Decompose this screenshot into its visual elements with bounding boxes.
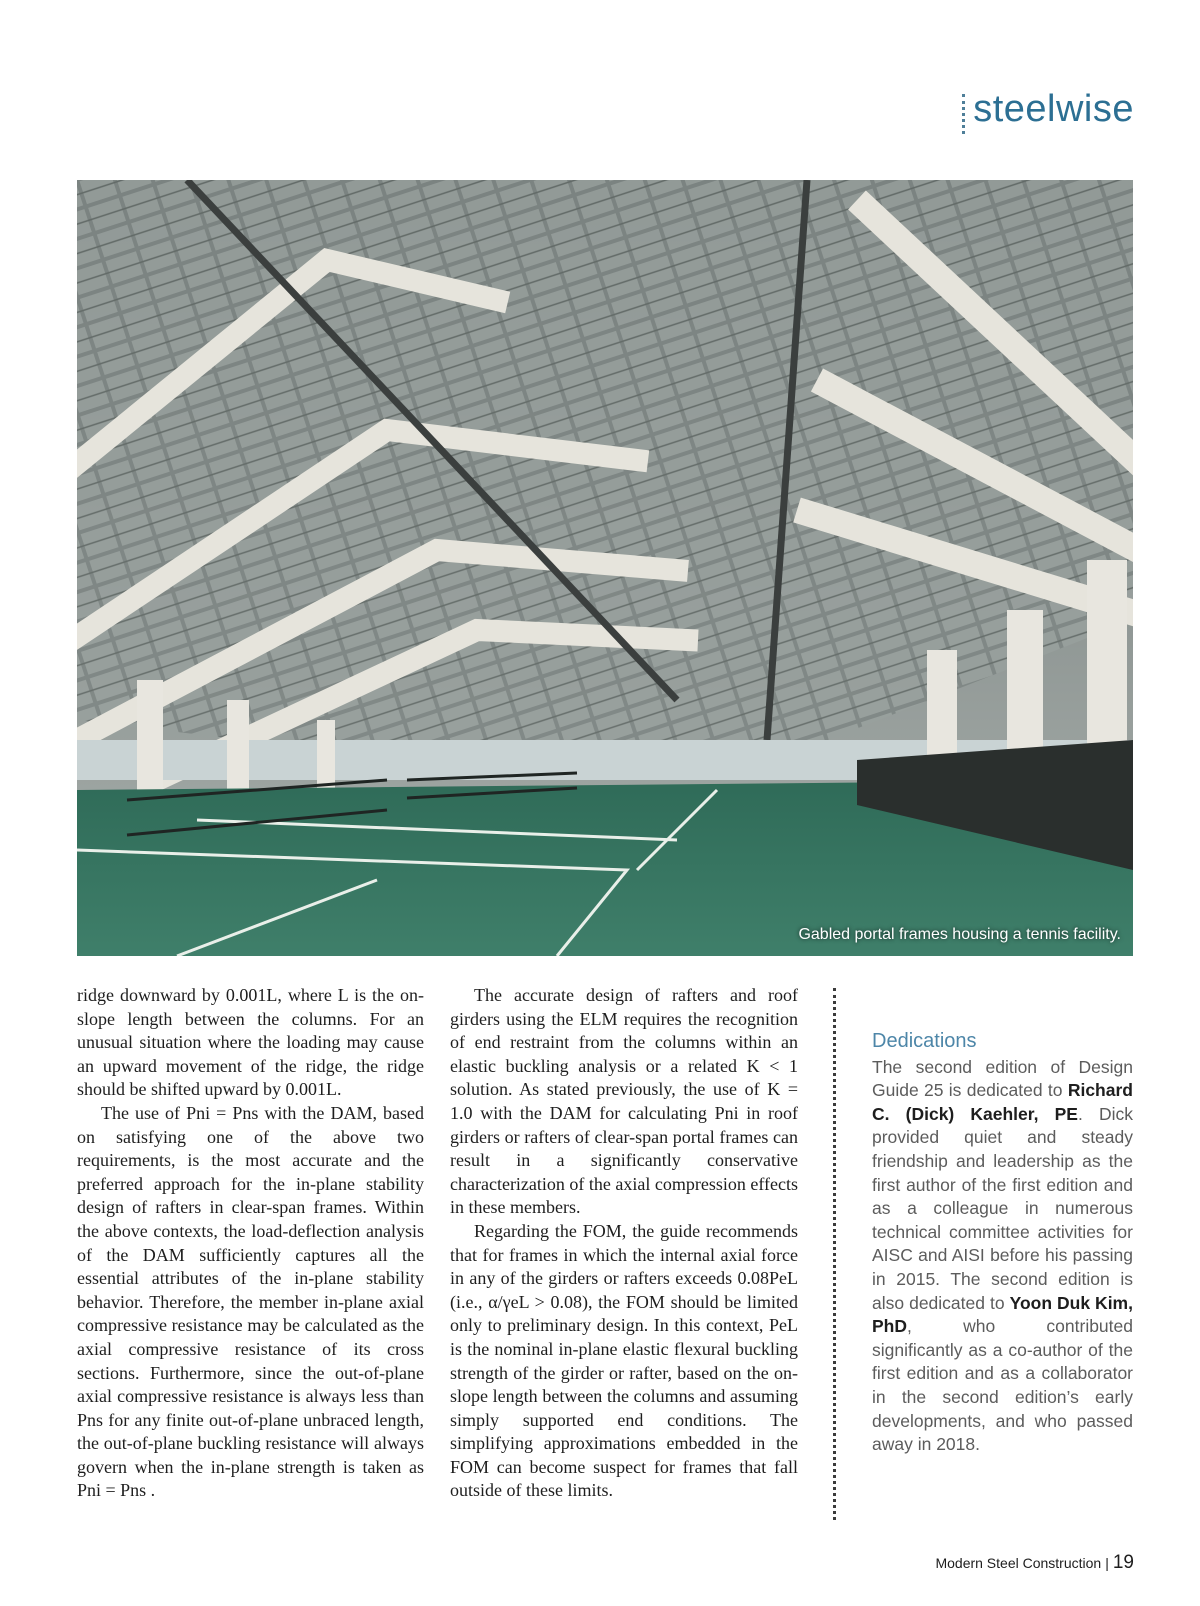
paragraph: The accurate design of rafters and roof girders using the ELM requires the recognition of end restraint from the columns within an elastic buckling analysis or a related K < 1 solution. As stated previously, the use of K = 1.0 with the DAM for calculating Pni in roof girders or rafters of clear-span portal frames can result in a significantly conservative characterization of the axial compression effects in these members. — [450, 985, 799, 1218]
tennis-facility-illustration — [77, 180, 1133, 956]
dedications-sidebar — [872, 1030, 1133, 1457]
feature-photo — [77, 180, 1133, 956]
sidebar-text-1: The second edition of Design Guide 25 is dedicated to — [872, 1056, 1133, 1101]
body-column-1 — [77, 984, 424, 1503]
footer-separator: | — [1105, 1555, 1109, 1571]
column-dotted-rule — [833, 988, 836, 1520]
paragraph: Regarding the FOM, the guide recommends that for frames in which the internal axial force in any of the girders or rafters exceeds 0.08PeL (i.e., α/γeL > 0.08), the FOM should be limited only to preliminary design. In this context, PeL is the nominal in-plane elastic flexural buckling strength of the girder or rafter, based on the on-slope length between the columns and assuming simply supported end conditions. The simplifying approximations embedded in the FOM can become suspect for frames that fall outside of these limits. — [450, 1220, 798, 1501]
sidebar-text-2: . Dick provided quiet and steady friendship and leadership as the first author of the first edition and as a colleague in numerous technical committee activities for AISC and AISI before his passing in 2015. The second edition is also dedicated to — [872, 1103, 1133, 1313]
dedicatee-name: Richard C. (Dick) Kaehler, PE — [872, 1080, 1133, 1124]
body-column-2 — [450, 984, 798, 1503]
section-tag: steelwise — [973, 88, 1134, 130]
sidebar-text-3: , who contributed significantly as a co-author of the first edition and as a collaborator in the second edition’s early developments, and who passed away in 2018. — [872, 1316, 1133, 1455]
sidebar-text — [872, 1056, 1133, 1457]
photo-caption: Gabled portal frames housing a tennis facility. — [798, 926, 1121, 943]
page-number: 19 — [1112, 1552, 1134, 1573]
sidebar-title: Dedications — [872, 1030, 977, 1052]
publication-name: Modern Steel Construction — [935, 1555, 1102, 1571]
page-footer — [935, 1552, 1134, 1574]
header-dotted-rule — [962, 94, 965, 134]
dedicatee-name: Yoon Duk Kim, PhD — [872, 1292, 1133, 1337]
paragraph: ridge downward by 0.001L, where L is the on-slope length between the columns. For an unusual situation where the loading may cause an upward movement of the ridge, the ridge should be shifted upward by 0.001L. — [77, 985, 424, 1100]
paragraph: The use of Pni = Pns with the DAM, based on satisfying one of the above two requirements, is the most accurate and the preferred approach for the in-plane stability design of rafters in clear-span frames. Within the above contexts, the load-deflection analysis of the DAM sufficiently captures all the essential attributes of the in-plane stability behavior. Therefore, the member in-plane axial compressive resistance may be calculated as the axial compressive resistance of its cross sections. Furthermore, since the out-of-plane axial compressive resistance is always less than Pns for any finite out-of-plane unbraced length, the out-of-plane buckling resistance will always govern when the in-plane strength is taken as Pni = Pns . — [77, 1102, 424, 1501]
